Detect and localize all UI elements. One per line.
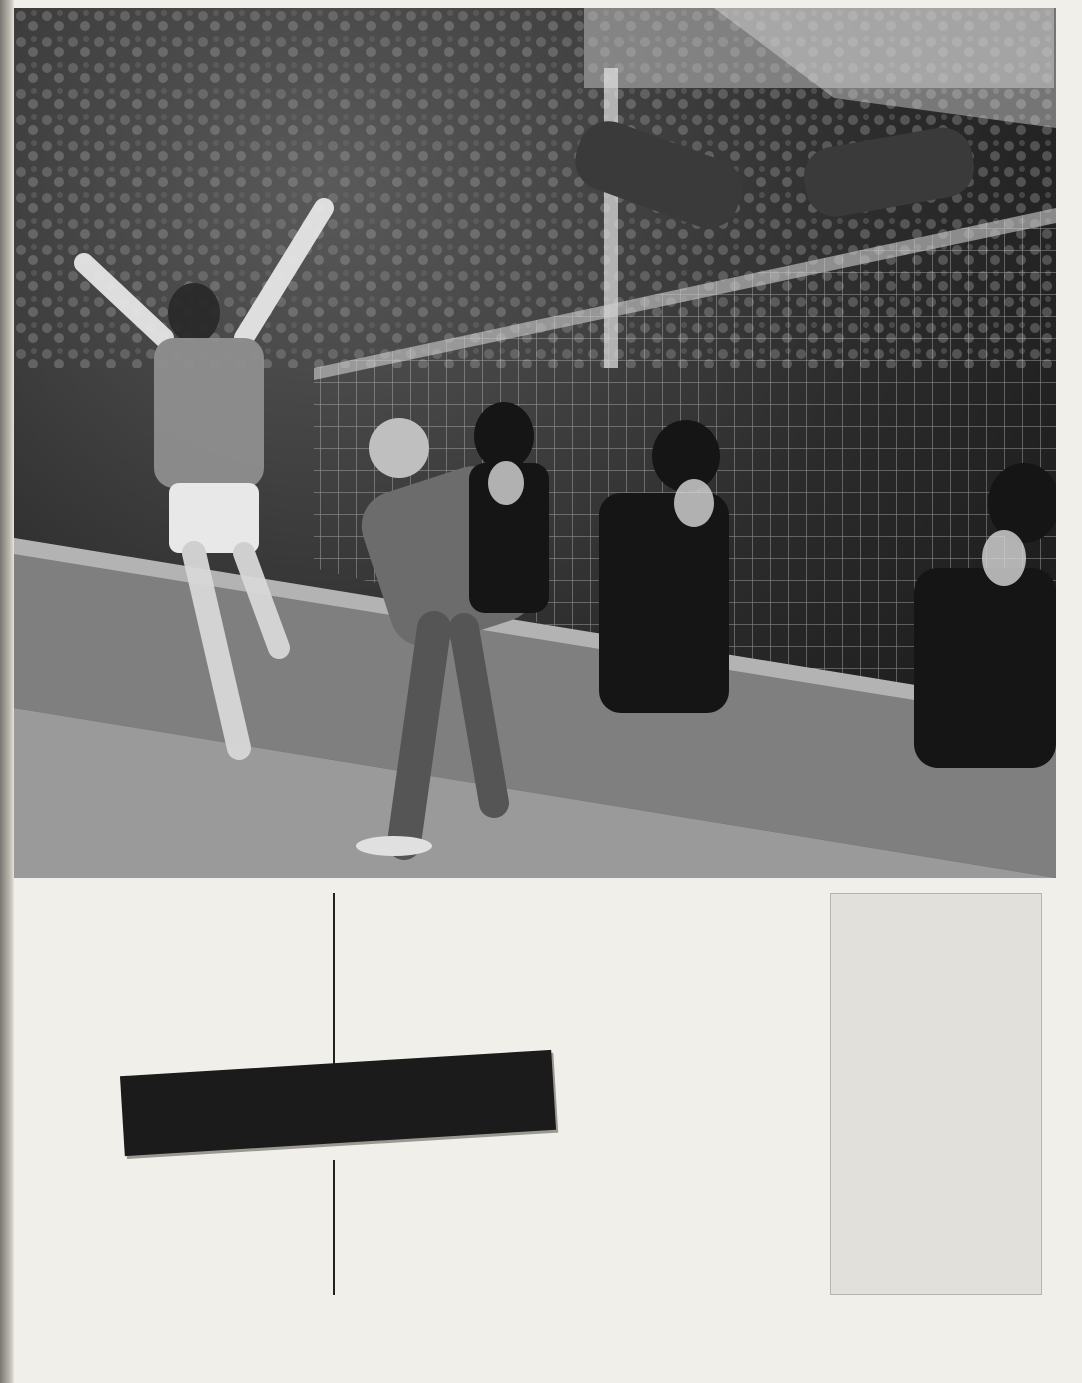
headline-banner (120, 1050, 556, 1156)
sidebar-box (830, 893, 1042, 1295)
column-rule (333, 1160, 335, 1295)
column-rule (333, 893, 335, 1090)
page-edge (0, 0, 14, 1383)
match-photo (14, 8, 1056, 878)
